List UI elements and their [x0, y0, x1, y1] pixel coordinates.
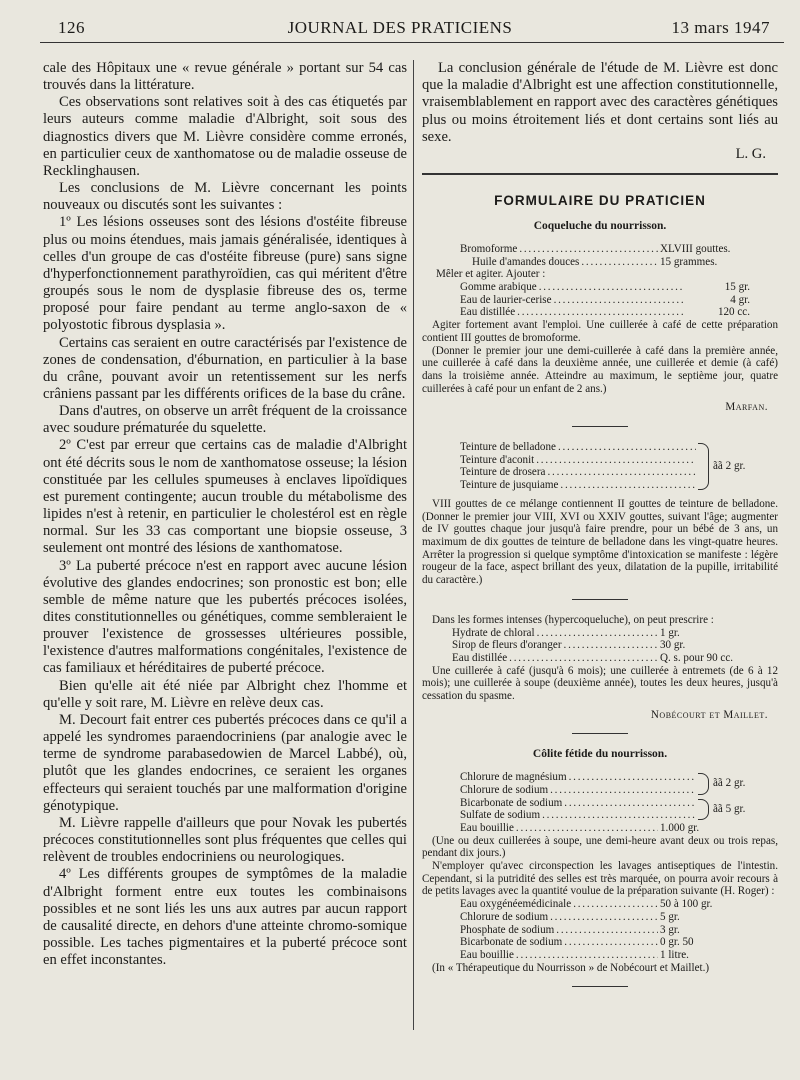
separator-rule: [572, 426, 628, 427]
colite-section: [422, 748, 778, 987]
dosage-note: (Donner le premier jour une demi-cuillerée à café dans la première année, une cuillerée à café dans la deuxième année, une cuillerée et demie (à café) dans la troisième année. Atteindre au maximum, le septième jour, quatre cuillerées à café pour un enfant de 2 ans.): [422, 344, 778, 395]
running-header: [22, 18, 778, 40]
ingredient-row: Eau distillée . . . 120 cc.: [460, 306, 750, 319]
prescription-list: [460, 898, 750, 962]
ingredient-row: Bicarbonate de sodium . . . 0 gr. 50: [460, 936, 750, 949]
mix-note: Mêler et agiter. Ajouter :: [436, 268, 546, 281]
paragraph: M. Decourt fait entrer ces pubertés précoces dans ce qu'il a appelé les syndromes paraendocriniens (par analogie avec le terme de syndrome parabasedowien de Marcel Labbé), où, plutôt que les glandes endocrines, ce seraient les organes effecteurs qui seraient touchés par une malformation d'origine génotypique.: [43, 711, 407, 814]
prescription-list: [460, 822, 750, 835]
paragraph: Certains cas seraient en outre caractérisés par l'existence de zones de condensation, d'éburnation, en particulier à la base du crâne, pouvant avoir un retentissement sur les nerfs crâniens passant par les différents orifices de la base du crâne.: [43, 334, 407, 402]
paragraph: Les conclusions de M. Lièvre concernant les points nouveaux ou discutés sont les suivantes :: [43, 180, 407, 214]
page-number: 126: [58, 18, 85, 37]
author-credit: Marfan.: [725, 401, 768, 414]
ingredient-row: Gomme arabique . . . 15 gr.: [460, 281, 750, 294]
ingredient-row: Sulfate de sodium . . .: [460, 809, 698, 822]
dosage-note: VIII gouttes de ce mélange contiennent II gouttes de teinture de belladone. (Donner le premier jour VIII, XVI ou XXIV gouttes, suivant l'âge; augmenter de IV gouttes chaque jour jusqu'à faire prendre, pour un bébé de 3 ans, un maximum de dix gouttes de teinture de belladone dans les vingt-quatre heures. Arrêter la progression si quelque symptôme d'intoxication se manifeste : légère rougeur de la face, aspect brillant des yeux, dilatation de la pupille, irritabilité du caractère.): [422, 497, 778, 587]
ingredient-row: Chlorure de sodium . . .: [460, 784, 698, 797]
paragraph: cale des Hôpitaux une « revue générale » portant sur 54 cas trouvés dans la littérature.: [43, 60, 407, 94]
ingredient-row: Teinture de jusquiame . . .: [460, 479, 698, 492]
ingredient-row: Teinture de drosera . . .: [460, 466, 698, 479]
ingredient-row: Eau distillée . . . Q. s. pour 90 cc.: [452, 652, 750, 665]
dosage-note: Une cuillerée à café (jusqu'à 6 mois); une cuillerée à entremets (de 6 à 12 mois); une cuillerée à soupe (deuxième année), toutes les deux heures, jusqu'à cessation du spasme.: [422, 664, 778, 703]
ingredient-row: Eau bouillie . . . 1.000 gr.: [460, 822, 750, 835]
ingredient-row: Hydrate de chloral . . . 1 gr.: [452, 627, 750, 640]
column-divider: [413, 60, 414, 1030]
brace: [698, 799, 709, 820]
dosage-note: (Une ou deux cuillerées à soupe, une demi-heure avant deux ou trois repas, pendant dix jours.): [422, 834, 778, 860]
grouped-prescription: [460, 771, 778, 796]
coqueluche-section: [422, 220, 778, 734]
brace: [698, 773, 709, 794]
journal-title: JOURNAL DES PRATICIENS: [287, 18, 513, 37]
header-rule: [40, 42, 784, 43]
author-credit: Nobécourt et Maillet.: [650, 708, 768, 721]
paragraph: 4º Les différents groupes de symptômes de la maladie d'Albright forment entre eux toutes les combinaisons possibles et ne sont liés les uns aux autres par aucun rapport de causalité directe, en dehors d'une atteinte chromo-somique possible. Les taches pigmentaires et la puberté précoce sont en effet inconstantes.: [43, 866, 407, 969]
conclusion-paragraph: La conclusion générale de l'étude de M. Lièvre est donc que la maladie d'Albright est une affection constitutionnelle, vraisemblablement en rapport avec des caractères génétiques plus ou moins étroitement liés et dont certains sont liés au sexe.: [422, 60, 778, 145]
grouped-quantity: ãã 2 gr.: [713, 460, 746, 473]
ingredient-row: Eau de laurier-cerise . . . 4 gr.: [460, 294, 750, 307]
paragraph: Dans d'autres, on observe un arrêt fréquent de la croissance avec soudure prématurée du squelette.: [43, 403, 407, 437]
intense-form-note: Dans les formes intenses (hypercoqueluche), on peut prescrire :: [432, 613, 714, 626]
ingredient-row: Phosphate de sodium . . . 3 gr.: [460, 924, 750, 937]
paragraph: M. Lièvre rappelle d'ailleurs que pour Novak les pubertés précoces constitutionnelles sont plus fréquentes que celles qui relèvent de troubles endocriniens ou neurologiques.: [43, 814, 407, 866]
conclusion-signature: L. G.: [735, 146, 766, 163]
ingredient-row: Teinture d'aconit . . .: [460, 454, 698, 467]
usage-note: Agiter fortement avant l'emploi. Une cuillerée à café de cette préparation contient III gouttes de bromoforme.: [422, 319, 778, 344]
left-column: [43, 60, 407, 969]
prescription-list: [460, 243, 750, 268]
formulaire-heading: FORMULAIRE DU PRATICIEN: [494, 193, 706, 209]
source-citation: (In « Thérapeutique du Nourrisson » de Nobécourt et Maillet.): [432, 961, 710, 974]
ingredient-row: Bromoforme . . . XLVIII gouttes.: [460, 243, 750, 256]
grouped-quantity: ãã 5 gr.: [713, 802, 746, 815]
ingredient-row: Eau oxygénéemédicinale . . . 50 à 100 gr.: [460, 898, 750, 911]
paragraph: 2º C'est par erreur que certains cas de maladie d'Albright ont été décrits sous le nom de xanthomatose osseuse; la lésion constituée par les cellules spumeuses à enclaves lipoïdiques est purement contingente; aucun trouble du métabolisme des lipides n'est à retenir, en particulier le cholestérol est en règle normal. Sur les 33 cas comportant une biopsie osseuse, 3 seulement ont montré des lésions de xanthomatose.: [43, 437, 407, 557]
lavage-note: N'employer qu'avec circonspection les lavages antiseptiques de l'intestin. Cependant, si la putridité des selles est très marquée, on pourra avoir recours à de petits lavages avec la quantité voulue de la préparation suivante (H. Roger) :: [422, 860, 778, 898]
ingredient-row: Teinture de belladone . . .: [460, 441, 698, 454]
paragraph: 3º La puberté précoce n'est en rapport avec aucune lésion évolutive des glandes endocrines; son pronostic est bon; elle semble de même nature que les pubertés précoces isolées, dites constitutionnelles ou génétiques, comme sembleraient le prouver l'existence de grossesses ultérieures possible, l'existence d'autres malformations congénitales, l'existence de cas familiaux et héréditaires de puberté précoce.: [43, 557, 407, 677]
prescription-list: [460, 281, 750, 319]
ingredient-row: Huile d'amandes douces . . . 15 grammes.: [472, 256, 750, 269]
ingredient-row: Sirop de fleurs d'oranger . . . 30 gr.: [452, 639, 750, 652]
grouped-prescription: [460, 441, 778, 492]
grouped-prescription: [460, 797, 778, 822]
paragraph: Bien qu'elle ait été niée par Albright chez l'homme et qu'elle y soit rare, M. Lièvre en relève deux cas.: [43, 677, 407, 711]
ingredient-row: Chlorure de magnésium . . .: [460, 771, 698, 784]
paragraph: 1º Les lésions osseuses sont des lésions d'ostéite fibreuse plus ou moins étendues, mais jamais généralisée, identiques à celles d'un groupe de cas d'ostéite fibreuse (pure) sans signe d'hyperfonctionnement parathyroïdien, cas qui méritent d'être groupés sous le nom de dysplasie fibreuse des os, terme proposé pour faire pendant au terme anglo-saxon de « polyostotic fibrous dysplasia ».: [43, 214, 407, 334]
ingredient-row: Chlorure de sodium . . . 5 gr.: [460, 911, 750, 924]
ingredient-row: Bicarbonate de sodium . . .: [460, 797, 698, 810]
grouped-quantity: ãã 2 gr.: [713, 777, 746, 790]
issue-date: 13 mars 1947: [671, 18, 770, 37]
right-column: [422, 60, 778, 1001]
ingredient-row: Eau bouillie . . . 1 litre.: [460, 949, 750, 962]
separator-rule: [572, 733, 628, 734]
conclusion-block: [422, 60, 778, 163]
prescription-list: [452, 627, 750, 665]
brace: [698, 443, 709, 490]
coqueluche-title: Coqueluche du nourrisson.: [533, 220, 667, 233]
colite-title: Côlite fétide du nourrisson.: [532, 748, 668, 761]
section-rule: [422, 173, 778, 175]
separator-rule: [572, 599, 628, 600]
paragraph: Ces observations sont relatives soit à des cas étiquetés par leurs auteurs comme maladie d'Albright, soit sous des diagnostics divers que M. Lièvre considère comme erronés, en particulier ceux de xanthomatose ou de maladie osseuse de Recklinghausen.: [43, 94, 407, 179]
separator-rule: [572, 986, 628, 987]
